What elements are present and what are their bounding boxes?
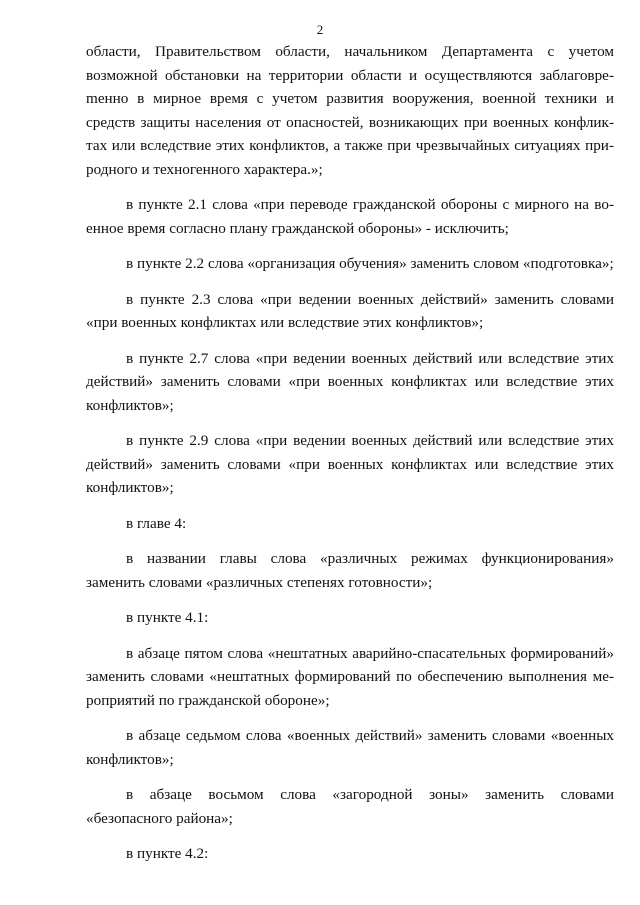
paragraph-chapter-4: в главе 4: <box>126 514 187 532</box>
paragraph-abzac-7: в абзаце седьмом слова «военных действий» заменить словами «военных конфликтов»; <box>86 727 614 768</box>
document-body <box>86 40 614 878</box>
paragraph-item-2-1: в пункте 2.1 слова «при переводе гражданской обороны с мирного на военное время согласно плану гражданской обороны» - исключить; <box>86 196 614 237</box>
paragraph-item-2-3: в пункте 2.3 слова «при ведении военных действий» заменить словами «при военных конфликтах или вследствие этих конфликтов»; <box>86 290 614 331</box>
paragraph-item-2-2: в пункте 2.2 слова «организация обучения» заменить словом «подготовка»; <box>126 255 614 272</box>
paragraph-continuation: области, Правительством области, начальником Департамента с учетом возможной обстановки на территории области и осуществляются заблаговреmенно в мирное время с учетом развития вооружения, военной техники и средств защиты населения от опасностей, возникающих при военных конфликтах или вследствие этих конфликтов, а также при чрезвычайных ситуациях природного и техногенного характера.»; <box>86 43 614 178</box>
paragraph-abzac-8: в абзаце восьмом слова «загородной зоны» заменить словами «безопасного района»; <box>86 786 614 827</box>
paragraph-item-4-1: в пункте 4.1: <box>126 609 209 626</box>
paragraph-chapter-title: в названии главы слова «различных режимах функционирования» заменить словами «различных степенях готовности»; <box>86 550 614 591</box>
paragraph-abzac-5: в абзаце пятом слова «нештатных аварийно-спасательных формирований» заменить словами «нештатных формирований по обеспечению выполнения мероприятий по гражданской обороне»; <box>86 644 614 709</box>
paragraph-item-2-7: в пункте 2.7 слова «при ведении военных действий или вследствие этих действий» заменить словами «при военных конфликтах или вследствие этих конфликтов»; <box>86 349 614 414</box>
page-number: 2 <box>316 22 324 37</box>
paragraph-item-2-9: в пункте 2.9 слова «при ведении военных действий или вследствие этих действий» заменить словами «при военных конфликтах или вследствие этих конфликтов»; <box>86 432 614 496</box>
paragraph-item-4-2: в пункте 4.2: <box>126 845 209 862</box>
